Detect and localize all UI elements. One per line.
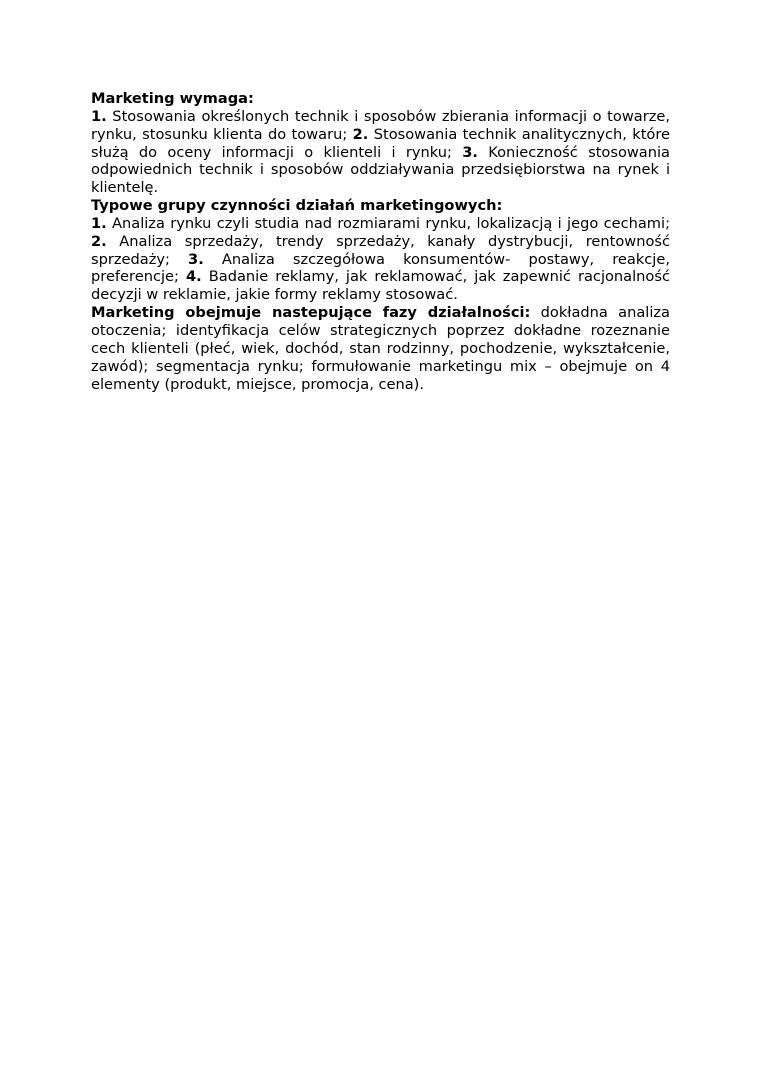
- paragraph-marketing-requirements: [91, 108, 670, 197]
- item-text: Analiza sprzedaży, trendy sprzedaży, kanały dystrybucji, rentowność sprzedaży;: [91, 232, 670, 268]
- paragraph-marketing-activity-groups: [91, 215, 670, 304]
- paragraph-marketing-phases: [91, 304, 670, 393]
- document-page: [91, 90, 670, 393]
- item-text: Badanie reklamy, jak reklamować, jak zapewnić racjonalność decyzji w reklamie, jakie formy reklamy stosować.: [91, 268, 670, 304]
- item-text: Analiza szczegółowa konsumentów- postawy, reakcje, preferencje;: [91, 250, 670, 286]
- item-number: 2.: [352, 125, 369, 143]
- item-number: 3.: [188, 250, 204, 268]
- item-text: Konieczność stosowania odpowiednich technik i sposobów oddziaływania przedsiębiorstwa na rynek i klientelę.: [91, 143, 670, 197]
- item-text: Stosowania określonych technik i sposobów zbierania informacji o towarze, rynku, stosunku klienta do towaru;: [91, 107, 670, 143]
- section-heading-marketing-activity-groups: Typowe grupy czynności działań marketingowych:: [91, 197, 503, 215]
- item-number: 1.: [91, 214, 107, 232]
- item-number: 4.: [185, 268, 202, 286]
- phases-text: dokładna analiza otoczenia; identyfikacja celów strategicznych poprzez dokładne rozeznanie cech klienteli (płeć, wiek, dochód, stan rodzinny, pochodzenie, wykształcenie, zawód); segmentacja rynku; formułowanie marketingu mix – obejmuje on 4 elementy (produkt, miejsce, promocja, cena).: [91, 304, 670, 393]
- section-heading-marketing-requirements: Marketing wymaga:: [91, 90, 254, 107]
- item-number: 2.: [91, 232, 107, 250]
- item-text: Analiza rynku czyli studia nad rozmiarami rynku, lokalizacją i jego cechami;: [106, 214, 670, 232]
- item-text: Stosowania technik analitycznych, które służą do oceny informacji o klienteli i rynku;: [91, 125, 671, 161]
- item-number: 1.: [91, 107, 107, 125]
- section-heading-marketing-phases: Marketing obejmuje nastepujące fazy działalności:: [91, 304, 531, 322]
- item-number: 3.: [462, 143, 478, 161]
